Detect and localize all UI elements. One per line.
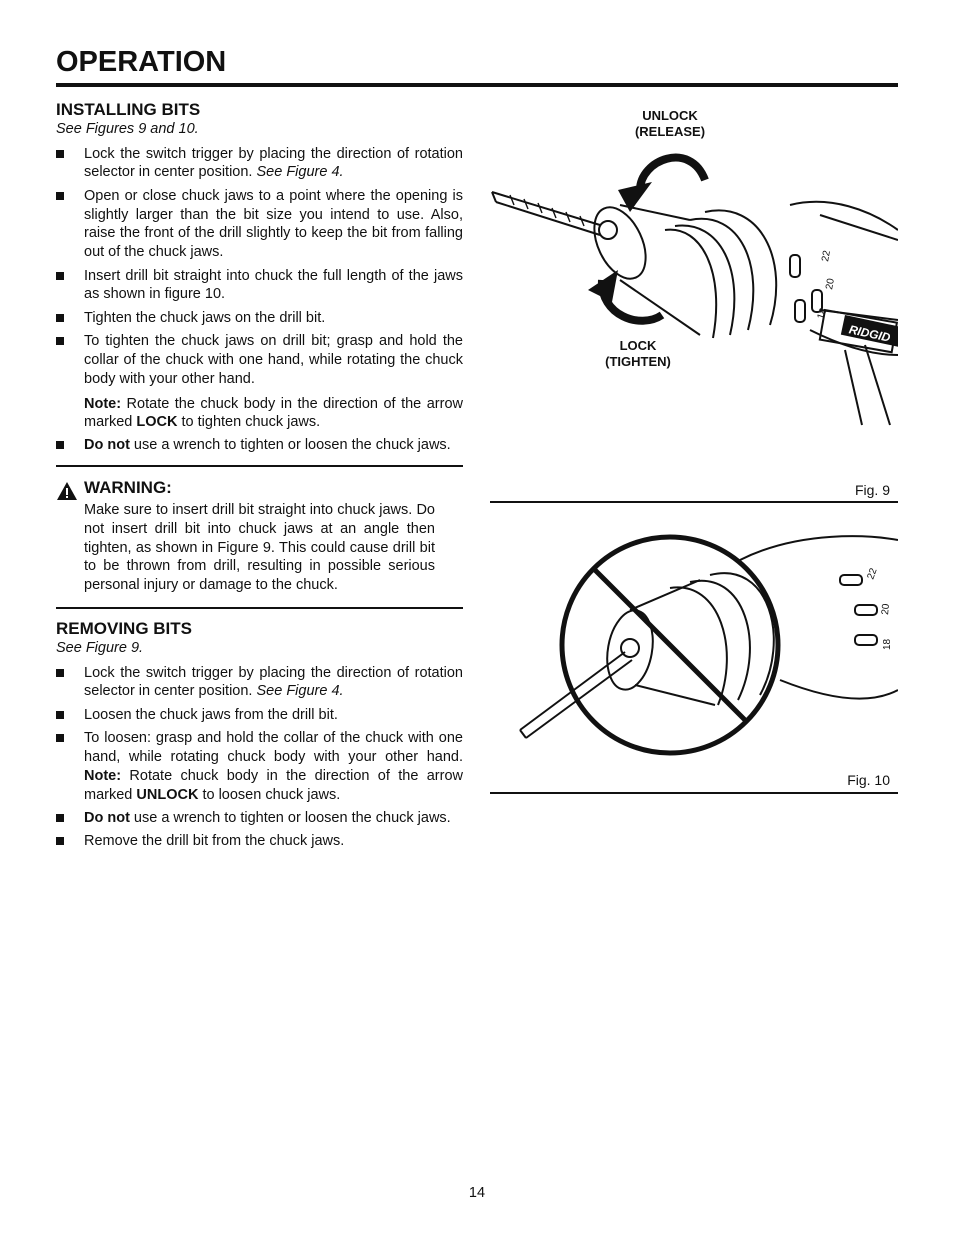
list-item: Insert drill bit straight into chuck the full length of the jaws as shown in figure 10. bbox=[56, 267, 463, 305]
list-item: Open or close chuck jaws to a point where the opening is slightly larger than the bit size you intend to use. Also, raise the front of the drill slightly to keep the bit from falling out of the chuck jaws. bbox=[56, 187, 463, 262]
fig10-rule bbox=[490, 792, 898, 794]
scale-mark: 20 bbox=[824, 277, 837, 291]
installing-section bbox=[56, 101, 463, 460]
figure-9 bbox=[490, 100, 898, 505]
scale-mark: 22 bbox=[865, 566, 880, 582]
title-rule bbox=[56, 83, 898, 87]
removing-heading: REMOVING BITS bbox=[56, 619, 193, 638]
drill-illustration-fig9 bbox=[490, 140, 898, 430]
warning-top-rule bbox=[56, 465, 463, 467]
warning-heading: WARNING: bbox=[84, 478, 172, 497]
installing-heading: INSTALLING BITS bbox=[56, 100, 201, 119]
prohibition-slash bbox=[593, 568, 747, 722]
page-title: OPERATION bbox=[56, 46, 227, 78]
list-item: Remove the drill bit from the chuck jaws. bbox=[56, 832, 463, 851]
list-item: Tighten the chuck jaws on the drill bit. bbox=[56, 309, 463, 328]
removing-see: See Figure 9. bbox=[56, 639, 144, 656]
list-item: Lock the switch trigger by placing the direction of rotation selector in center position. See Figure 4. bbox=[56, 664, 463, 702]
list-item: Do not use a wrench to tighten or loosen the chuck jaws. bbox=[56, 809, 463, 828]
warning-bottom-rule bbox=[56, 607, 463, 609]
list-item: Loosen the chuck jaws from the drill bit. bbox=[56, 706, 463, 725]
fig10-label: Fig. 10 bbox=[847, 772, 890, 788]
installing-list bbox=[56, 145, 463, 389]
scale-mark: 20 bbox=[880, 603, 892, 616]
unlock-callout: UNLOCK (RELEASE) bbox=[634, 108, 706, 139]
list-item: To loosen: grasp and hold the collar of the chuck with one hand, while rotating chuck body with your other hand. Note: Rotate chuck body in the direction of the arrow marked UNLOCK to loosen chuck jaws. bbox=[56, 729, 463, 804]
list-item: To tighten the chuck jaws on drill bit; grasp and hold the collar of the chuck with one hand, while rotating the chuck body with your other hand. bbox=[56, 332, 463, 388]
list-item: Do not use a wrench to tighten or loosen the chuck jaws. bbox=[56, 436, 463, 455]
lock-callout: LOCK (TIGHTEN) bbox=[605, 338, 671, 369]
fig9-label: Fig. 9 bbox=[854, 482, 890, 498]
brand-logo: RIDGID bbox=[847, 322, 892, 345]
figure-10 bbox=[490, 520, 898, 795]
warning-body: Make sure to insert drill bit straight into chuck jaws. Do not insert drill bit into chuck jaws at an angle then tighten, as shown in Figure 9. This could cause drill bit to be thrown from drill, resulting in possible serious personal injury or damage to the chuck. bbox=[84, 502, 435, 594]
scale-mark: 18 bbox=[882, 638, 893, 650]
removing-section bbox=[56, 620, 463, 856]
scale-mark: 18 bbox=[815, 306, 830, 322]
drill-illustration-fig10 bbox=[490, 520, 898, 770]
list-item: Lock the switch trigger by placing the direction of rotation selector in center position. See Figure 4. bbox=[56, 145, 463, 183]
scale-mark: 22 bbox=[820, 249, 833, 263]
fig9-rule bbox=[490, 501, 898, 503]
installing-see: See Figures 9 and 10. bbox=[56, 120, 199, 137]
removing-list bbox=[56, 664, 463, 852]
warning-triangle-icon bbox=[56, 481, 78, 501]
page-number: 14 bbox=[468, 1185, 486, 1201]
installing-note: Note: Rotate the chuck body in the direction of the arrow marked LOCK to tighten chuck jaws. bbox=[84, 395, 463, 431]
